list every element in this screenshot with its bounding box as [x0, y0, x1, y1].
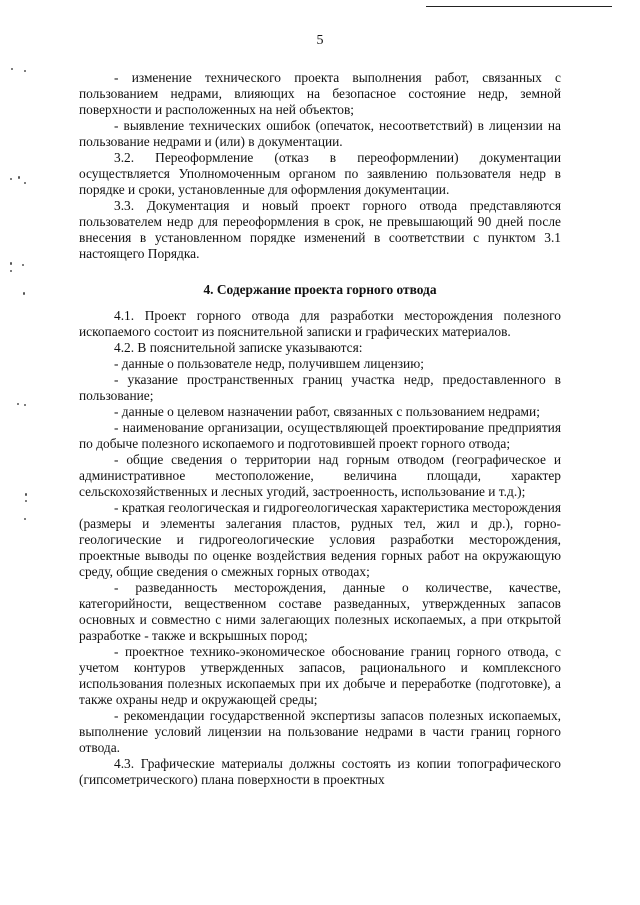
- paragraph: - изменение технического проекта выполнения работ, связанных с пользованием недрами, влияющих на безопасное состояние недр, земной поверхности и расположенных на ней объектов;: [79, 70, 561, 117]
- list-item: - проектное технико-экономическое обоснование границ горного отвода, с учетом контуров утвержденных запасов, рационального и комплексного использования полезных ископаемых при их добыче и переработке (подготовке), а также охраны недр и окружающей среды;: [79, 644, 561, 707]
- document-body: [79, 70, 561, 788]
- list-item: - наименование организации, осуществляющей проектирование предприятия по добыче полезного ископаемого и подготовившей проект горного отвода;: [79, 420, 561, 451]
- list-item: - данные о пользователе недр, получившем лицензию;: [114, 356, 424, 371]
- section-heading: 4. Содержание проекта горного отвода: [203, 282, 437, 297]
- paragraph: 3.2. Переоформление (отказ в переоформлении) документации осуществляется Уполномоченным органом по заявлению пользователя недр в порядке и сроки, установленные для оформления документации.: [79, 150, 561, 197]
- paragraph: 4.2. В пояснительной записке указываются:: [114, 340, 363, 355]
- paragraph: - выявление технических ошибок (опечаток, несоответствий) в лицензии на пользование недрами и (или) в документации.: [79, 118, 561, 149]
- paragraph: 4.1. Проект горного отвода для разработки месторождения полезного ископаемого состоит из пояснительной записки и графических материалов.: [79, 308, 561, 339]
- list-item: - указание пространственных границ участка недр, предоставленного в пользование;: [79, 372, 561, 403]
- list-item: - общие сведения о территории над горным отводом (географическое и административное местоположение, величина площади, характер сельскохозяйственных и лесных угодий, застроенность, использование и т.д.);: [79, 452, 561, 499]
- list-item: - разведанность месторождения, данные о количестве, качестве, категорийности, вещественном составе разведанных, утвержденных запасов основных и совместно с ними залегающих полезных ископаемых, а при открытой разработке - также и вскрышных пород;: [79, 580, 561, 643]
- page-number: 5: [316, 33, 324, 48]
- paragraph: 3.3. Документация и новый проект горного отвода представляются пользователем недр для переоформления в срок, не превышающий 90 дней после внесения в установленном порядке изменений в соответствии с пунктом 3.1 настоящего Порядка.: [79, 198, 561, 261]
- list-item: - данные о целевом назначении работ, связанных с пользованием недрами;: [114, 404, 540, 419]
- list-item: - краткая геологическая и гидрогеологическая характеристика месторождения (размеры и элементы залегания пластов, рудных тел, жил и др.), горно-геологические и гидрогеологические условия разработки месторождения, проектные выводы по оценке воздействия ведения горных работ на окружающую среду, общие сведения о смежных горных отводах;: [79, 500, 561, 579]
- list-item: - рекомендации государственной экспертизы запасов полезных ископаемых, выполнение условий лицензии на пользование недрами в части границ горного отвода.: [79, 708, 561, 755]
- scan-margin-marks: [0, 0, 40, 905]
- header-rule: [426, 6, 612, 7]
- paragraph: 4.3. Графические материалы должны состоять из копии топографического (гипсометрического) плана поверхности в проектных: [79, 756, 561, 787]
